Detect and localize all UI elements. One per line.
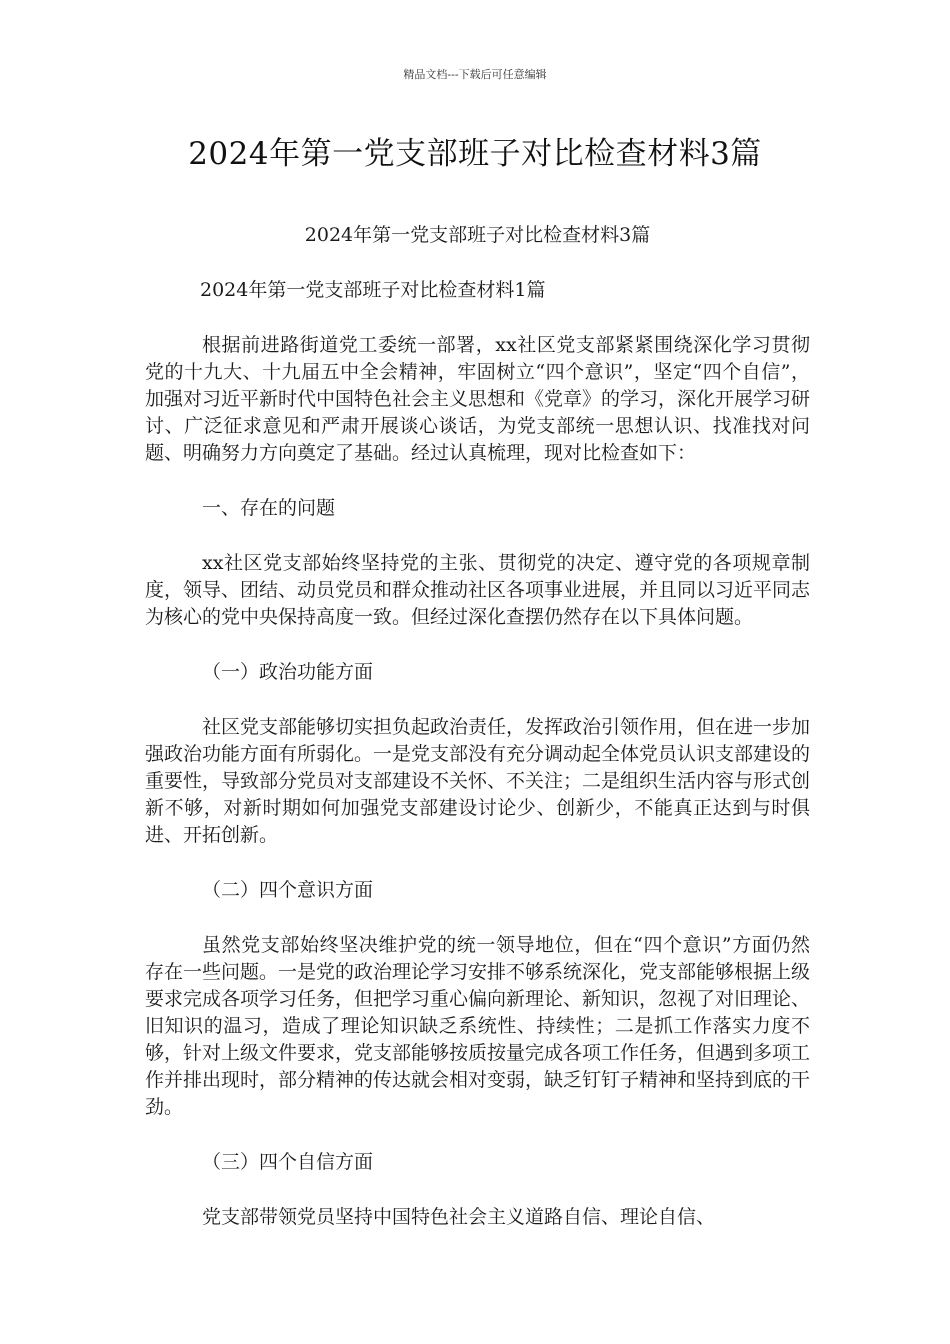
intro-paragraph: 根据前进路街道党工委统一部署，xx社区党支部紧紧围绕深化学习贯彻党的十九大、十九届五中全会精神，牢固树立“四个意识”，坚定“四个自信”，加强对习近平新时代中国特色社会主义思想和《党章》的学习，深化开展学习研讨、广泛征求意见和严肃开展谈心谈话，为党支部统一思想认识、找准找对问题、明确努力方向奠定了基础。经过认真梳理，现对比检查如下：: [145, 334, 811, 464]
part-heading: 2024年第一党支部班子对比检查材料1篇: [200, 279, 546, 301]
document-subtitle: 2024年第一党支部班子对比检查材料3篇: [304, 224, 651, 246]
subsection-four-confidence: （三）四个自信方面: [202, 1151, 374, 1173]
paragraph-four-confidence: 党支部带领党员坚持中国特色社会主义道路自信、理论自信、: [202, 1206, 716, 1228]
paragraph-political-function: 社区党支部能够切实担负起政治责任，发挥政治引领作用，但在进一步加强政治功能方面有所弱化。一是党支部没有充分调动起全体党员认识支部建设的重要性，导致部分党员对支部建设不关怀、不关注；二是组织生活内容与形式创新不够，对新时期如何加强党支部建设讨论少、创新少，不能真正达到与时俱进、开拓创新。: [145, 716, 811, 846]
paragraph-overview: xx社区党支部始终坚持党的主张、贯彻党的决定、遵守党的各项规章制度，领导、团结、动员党员和群众推动社区各项事业进展，并且同以习近平同志为核心的党中央保持高度一致。但经过深化查摆仍然存在以下具体问题。: [145, 552, 811, 628]
document-title: 2024年第一党支部班子对比检查材料3篇: [188, 136, 762, 172]
document-body: [145, 222, 810, 1259]
paragraph-four-consciousness: 虽然党支部始终坚决维护党的统一领导地位，但在“四个意识”方面仍然存在一些问题。一是党的政治理论学习安排不够系统深化，党支部能够根据上级要求完成各项学习任务，但把学习重心偏向新理论、新知识，忽视了对旧理论、旧知识的温习，造成了理论知识缺乏系统性、持续性；二是抓工作落实力度不够，针对上级文件要求，党支部能够按质按量完成各项工作任务，但遇到多项工作并排出现时，部分精神的传达就会相对变弱，缺乏钉钉子精神和坚持到底的干劲。: [145, 934, 811, 1118]
header-note: 精品文档---下载后可任意编辑: [403, 68, 547, 81]
section-heading-problems: 一、存在的问题: [202, 497, 336, 519]
subsection-political-function: （一）政治功能方面: [202, 661, 374, 683]
subsection-four-consciousness: （二）四个意识方面: [202, 879, 374, 901]
